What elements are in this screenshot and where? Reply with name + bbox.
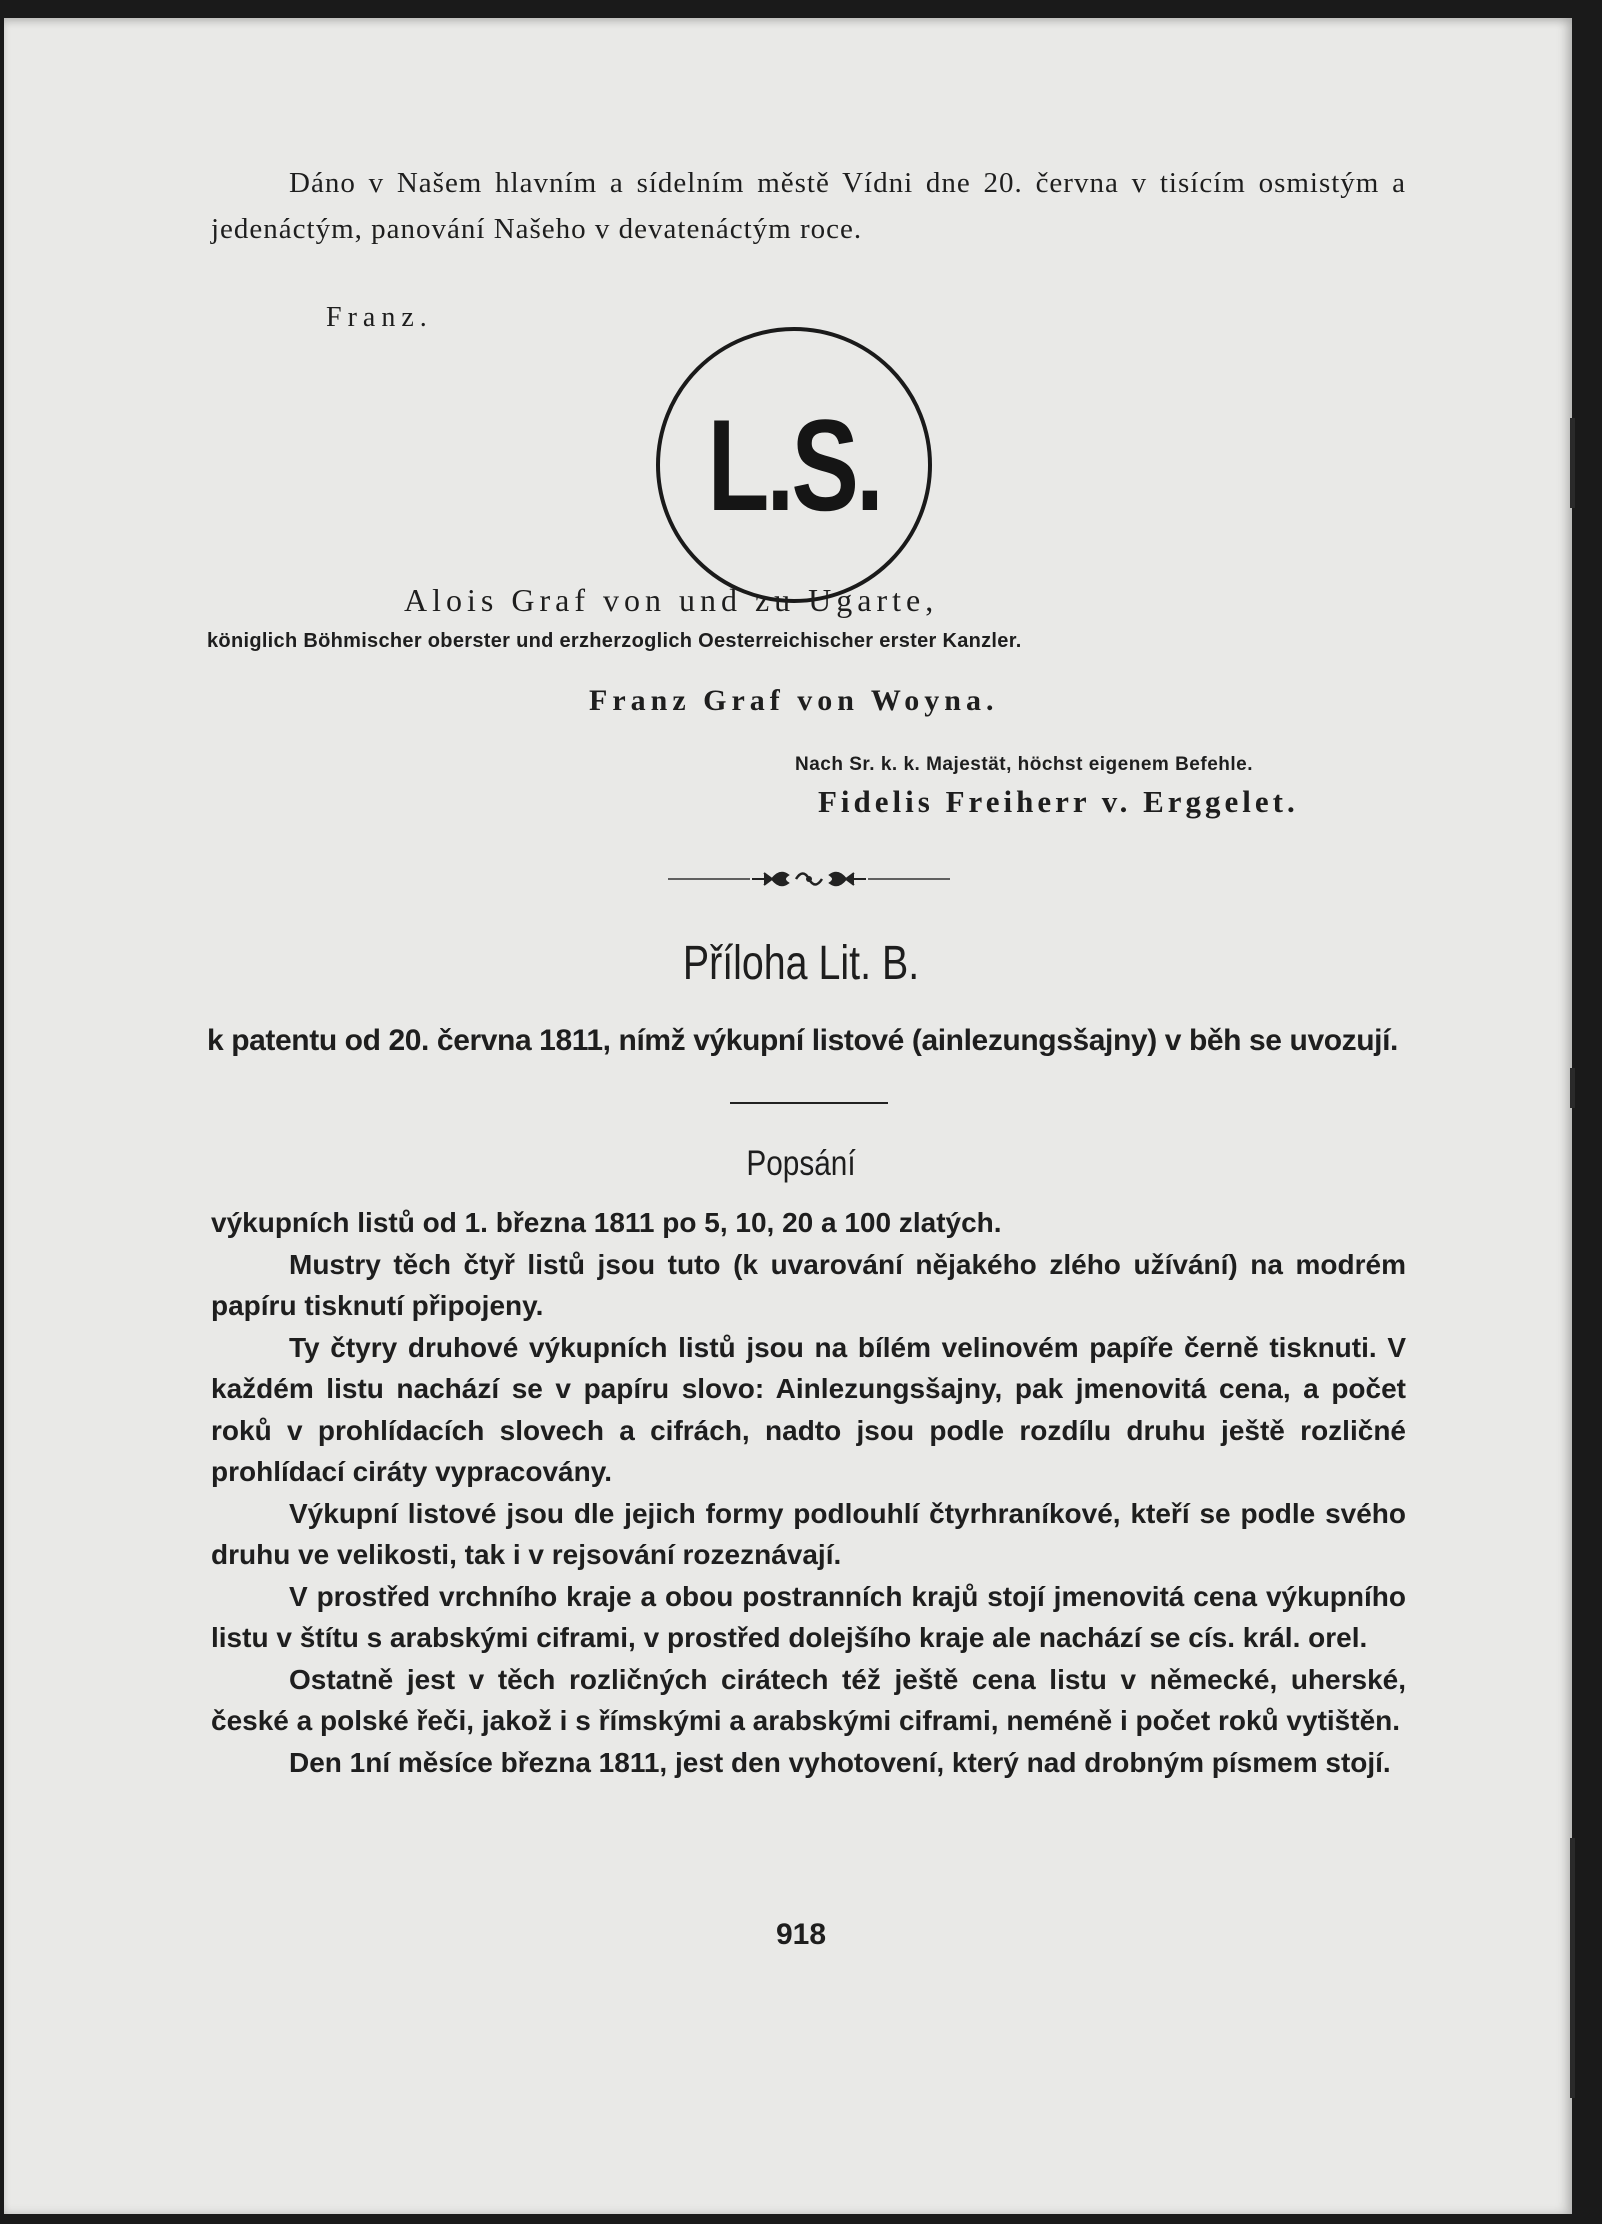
description-body (211, 1202, 1406, 1783)
description-paragraph: Mustry těch čtyř listů jsou tuto (k uvarování nějakého zlého užívání) na modrém papíru tisknutí připojeny. (211, 1248, 1406, 1321)
signatory-ugarte-title: königlich Böhmischer oberster und erzherzoglich Oesterreichischer erster Kanzler. (207, 630, 1022, 652)
description-paragraph: Ty čtyry druhové výkupních listů jsou na bílém velinovém papíře černě tisknuti. V každém listu nachází se v papíru slovo: Ainlezungsšajny, pak jmenovitá cena, a počet roků v prohlídacích slovech a cifrách, nadto jsou podle rozdílu druhu ještě rozličné prohlídací ciráty vypracovány. (211, 1331, 1406, 1487)
page-edge-mark (1570, 418, 1575, 508)
seal-stamp (656, 327, 932, 603)
annex-subtitle: k patentu od 20. června 1811, nímž výkupní listové (ainlezungsšajny) v běh se uvozují. (207, 1024, 1398, 1057)
annex-title: Příloha Lit. B. (682, 937, 920, 990)
description-paragraph: Výkupní listové jsou dle jejich formy podlouhlí čtyrhraníkové, kteří se podle svého druhu ve velikosti, tak i v rejsování rozeznávají. (211, 1497, 1406, 1570)
order-line: Nach Sr. k. k. Majestät, höchst eigenem Befehle. (795, 754, 1253, 775)
fleuron-icon (668, 864, 950, 894)
description-first-line: výkupních listů od 1. března 1811 po 5, 10, 20 a 100 zlatých. (211, 1207, 1002, 1238)
signatory-ugarte-name: Alois Graf von und zu Ugarte, (404, 582, 939, 618)
sovereign-signature: Franz. (326, 302, 433, 333)
signatory-erggelet-name: Fidelis Freiherr v. Erggelet. (818, 784, 1299, 819)
page-edge-mark (1570, 1838, 1575, 2098)
seal-text: L.S. (707, 392, 881, 538)
closing-formula (211, 160, 1406, 252)
description-paragraph: V prostřed vrchního kraje a obou postranních krajů stojí jmenovitá cena výkupního listu v štítu s arabskými ciframi, v prostřed dolejšího kraje ale nachází se cís. král. orel. (211, 1580, 1406, 1653)
description-paragraph: Ostatně jest v těch rozličných cirátech též ještě cena listu v německé, uherské, české a polské řeči, jakož i s římskými a arabskými ciframi, neméně i počet roků vytištěn. (211, 1663, 1406, 1736)
signatory-woyna-name: Franz Graf von Woyna. (589, 684, 999, 717)
section-heading: Popsání (746, 1144, 856, 1183)
description-paragraph: Den 1ní měsíce března 1811, jest den vyhotovení, který nad drobným písmem stojí. (289, 1746, 1391, 1778)
page-number: 918 (775, 1918, 827, 1951)
closing-formula-text: Dáno v Našem hlavním a sídelním městě Vídni dne 20. června v tisícím osmistým a jedenáctým, panování Našeho v devatenáctým roce. (211, 167, 1406, 245)
ornament-divider (668, 864, 950, 899)
page-edge-mark (1570, 1068, 1575, 1108)
section-rule (730, 1102, 888, 1104)
